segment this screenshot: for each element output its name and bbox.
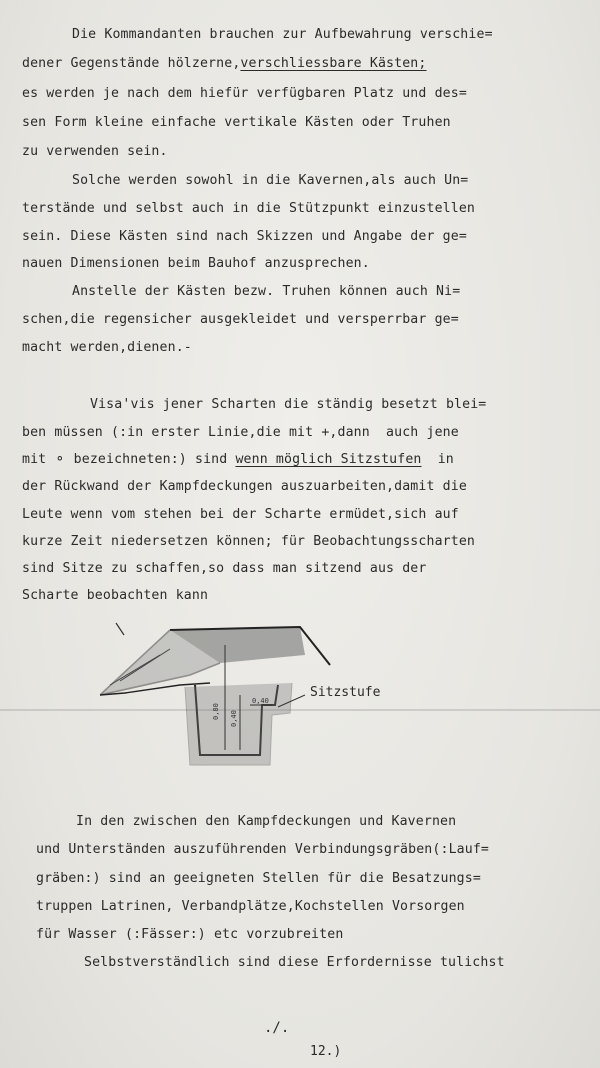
- p1-underlined-phrase: verschliessbare Kästen;: [240, 56, 427, 71]
- dimension-text-height: 0,80: [212, 703, 220, 720]
- dimension-text-seat: 0,40: [230, 710, 238, 727]
- p2-line4: nauen Dimensionen beim Bauhof anzusprechen.: [22, 256, 370, 271]
- p4-line8: Scharte beobachten kann: [22, 588, 209, 603]
- p5-line4: truppen Latrinen, Verbandplätze,Kochstellen Vorsorgen: [36, 899, 465, 914]
- p4-line6: kurze Zeit niedersetzen können; für Beobachtungsscharten: [22, 534, 476, 549]
- p2-line2: terstände und selbst auch in die Stützpunkt einzustellen: [22, 201, 476, 216]
- p3-line3: macht werden,dienen.-: [22, 340, 192, 355]
- sitzstufe-cross-section-diagram: [100, 615, 440, 775]
- p4-line3-end: in: [421, 452, 454, 467]
- p5-line3: gräben:) sind an geeigneten Stellen für die Besatzungs=: [36, 871, 481, 886]
- p1-line2: [22, 56, 426, 71]
- p4-line5: Leute wenn vom stehen bei der Scharte ermüdet,sich auf: [22, 507, 459, 522]
- diagram-svg: [100, 615, 440, 775]
- earth-fill: [185, 683, 292, 765]
- p1-line5: zu verwenden sein.: [22, 144, 168, 159]
- p2-line1: Solche werden sowohl in die Kavernen,als auch Un=: [72, 173, 469, 188]
- sitzstufe-label: Sitzstufe: [310, 685, 381, 700]
- p5-line5: für Wasser (:Fässer:) etc vorzubreiten: [36, 927, 344, 942]
- p1-line4: sen Form kleine einfache vertikale Kästen oder Truhen: [22, 115, 451, 130]
- p2-line3: sein. Diese Kästen sind nach Skizzen und Angabe der ge=: [22, 229, 467, 244]
- dimension-text-depth: 0,40: [252, 697, 269, 705]
- p4-line2: ben müssen (:in erster Linie,die mit +,dann auch jene: [22, 425, 459, 440]
- p5-line1: In den zwischen den Kampfdeckungen und Kavernen: [76, 814, 457, 829]
- page-number: 12.): [310, 1044, 342, 1059]
- p3-line1: Anstelle der Kästen bezw. Truhen können auch Ni=: [72, 284, 461, 299]
- continuation-mark: ./.: [264, 1020, 290, 1036]
- p4-line4: der Rückwand der Kampfdeckungen auszuarbeiten,damit die: [22, 479, 467, 494]
- p4-line3: [22, 452, 454, 467]
- p1-line3: es werden je nach dem hiefür verfügbaren Platz und des=: [22, 86, 467, 101]
- p6-line1: Selbstverständlich sind diese Erfordernisse tulichst: [84, 955, 505, 970]
- p4-line1: Visa'vis jener Scharten die ständig besetzt blei=: [90, 397, 487, 412]
- p4-underlined-phrase: wenn möglich Sitzstufen: [235, 452, 422, 467]
- p4-line3-text: mit ⚬ bezeichneten:) sind: [22, 452, 236, 467]
- p4-line7: sind Sitze zu schaffen,so dass man sitzend aus der: [22, 561, 427, 576]
- p5-line2: und Unterständen auszuführenden Verbindungsgräben(:Lauf=: [36, 842, 490, 857]
- p1-line2-text: dener Gegenstände hölzerne,: [22, 56, 241, 71]
- leader-mark: [116, 623, 124, 635]
- p1-line1: Die Kommandanten brauchen zur Aufbewahrung verschie=: [72, 27, 493, 42]
- p3-line2: schen,die regensicher ausgekleidet und versperrbar ge=: [22, 312, 459, 327]
